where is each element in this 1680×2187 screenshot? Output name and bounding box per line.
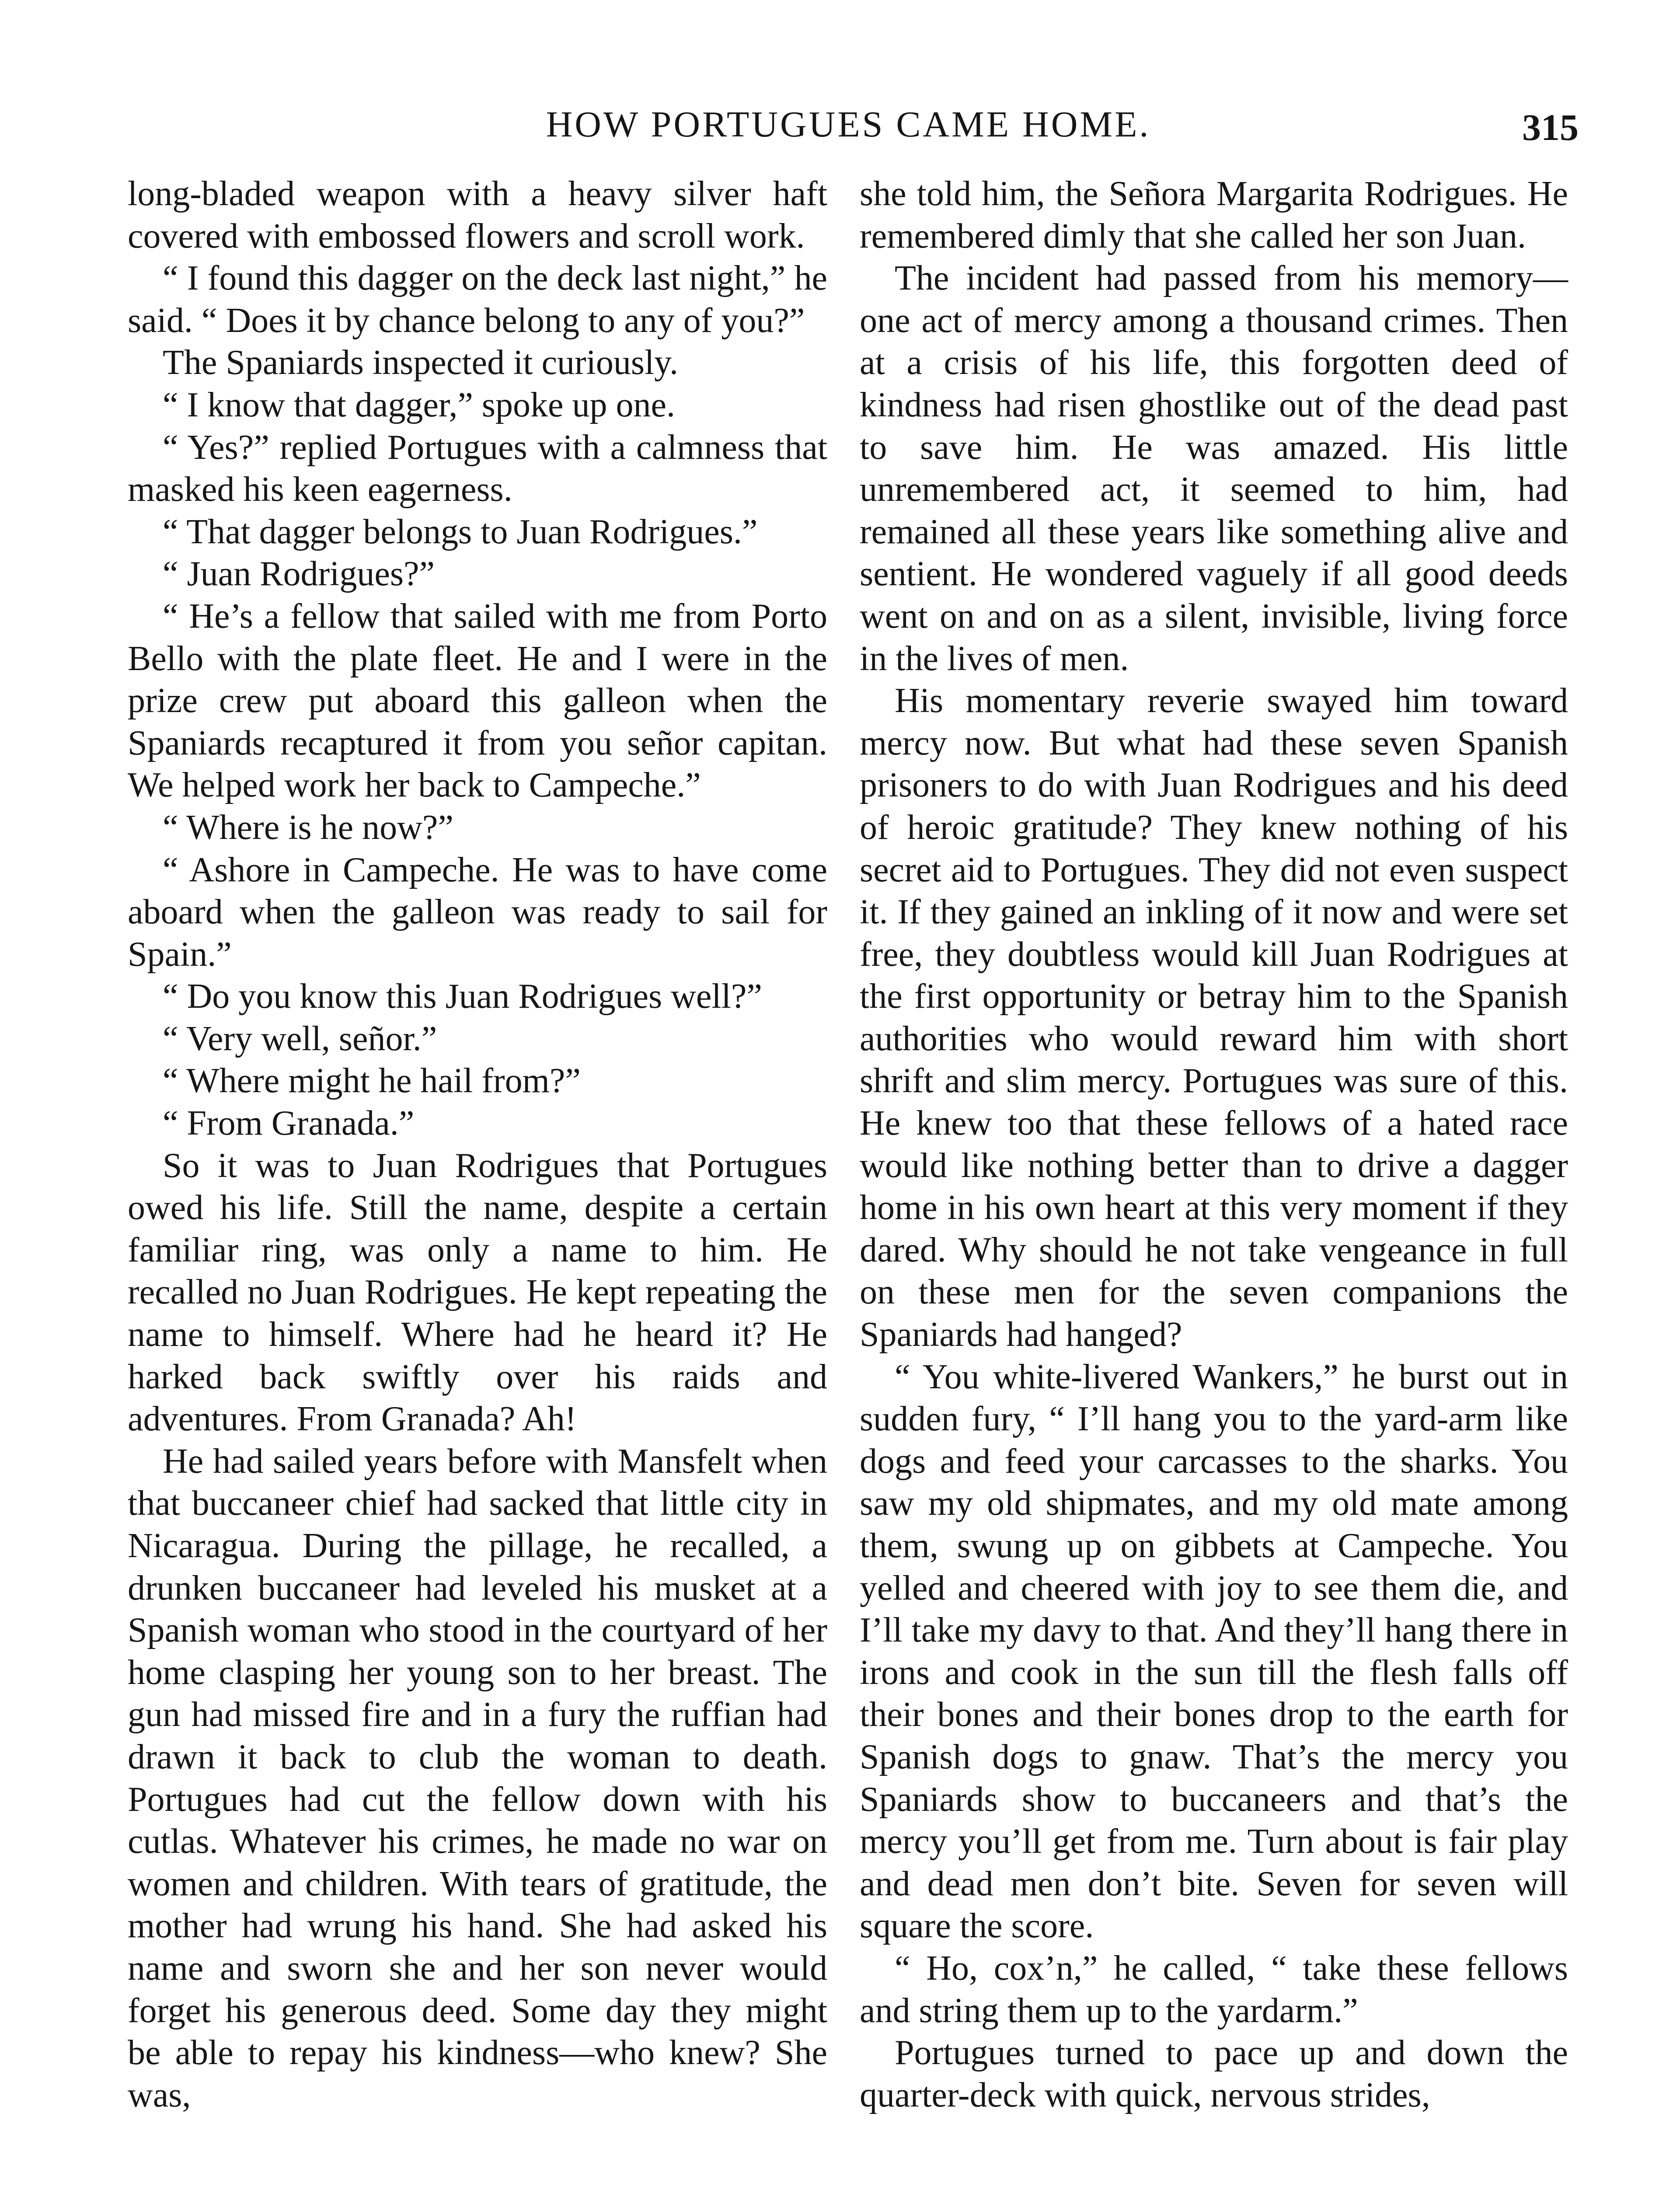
paragraph: “ Do you know this Juan Rodrigues well?”	[163, 977, 762, 1016]
paragraph: “ That dagger belongs to Juan Rodrigues.”	[163, 512, 758, 551]
paragraph: “ Very well, señor.”	[163, 1019, 437, 1058]
paragraph: “ Where is he now?”	[163, 808, 453, 847]
paragraph: The incident had passed from his memory—one act of mercy among a thousand crimes. Then at a crisis of his life, this forgotten deed of kindness had risen ghostlike out of the dead past to save him. He was amazed. His little unremembered act, it seemed to him, had remained all these years like something alive and sentient. He wondered vaguely if all good deeds went on and on as a silent, invisible, living force in the lives of men.	[860, 259, 1568, 678]
paragraph: He had sailed years before with Mansfelt when that buccaneer chief had sacked that little city in Nicaragua. During the pillage, he recalled, a drunken buccaneer had leveled his musket at a Spanish woman who stood in the courtyard of her home clasping her young son to her breast. The gun had missed fire and in a fury the ruffian had drawn it back to club the woman to death. Portugues had cut the fellow down with his cutlas. Whatever his crimes, he made no war on women and children. With tears of gratitude, the mother had wrung his hand. She had asked his name and sworn she and her son never would forget his generous deed. Some day they might be able to repay his kindness—who knew? She was,	[128, 1442, 827, 2114]
paragraph: Portugues turned to pace up and down the quarter-deck with quick, nervous strides,	[860, 2033, 1568, 2114]
paragraph: The Spaniards inspected it curiously.	[163, 343, 678, 382]
right-column	[860, 173, 1568, 2116]
paragraph: “ Ho, cox’n,” he called, “ take these fellows and string them up to the yardarm.”	[860, 1949, 1568, 2030]
page-number: 315	[1522, 106, 1579, 148]
paragraph: His momentary reverie swayed him toward mercy now. But what had these seven Spanish prisoners to do with Juan Rodrigues and his deed of heroic gratitude? They knew nothing of his secret aid to Portugues. They did not even suspect it. If they gained an inkling of it now and were set free, they doubtless would kill Juan Rodrigues at the first opportunity or betray him to the Spanish authorities who would reward him with short shrift and slim mercy. Portugues was sure of this. He knew too that these fellows of a hated race would like nothing better than to drive a dagger home in his own heart at this very moment if they dared. Why should he not take vengeance in full on these men for the seven companions the Spaniards had hanged?	[860, 681, 1568, 1354]
paragraph: “ Juan Rodrigues?”	[163, 555, 435, 594]
paragraph: she told him, the Señora Margarita Rodrigues. He remembered dimly that she called her son Juan.	[860, 175, 1568, 255]
paragraph: “ From Granada.”	[163, 1104, 415, 1143]
paragraph: “ I know that dagger,” spoke up one.	[163, 385, 675, 424]
running-title: HOW PORTUGUES CAME HOME.	[546, 104, 1151, 145]
paragraph: “ Yes?” replied Portugues with a calmness that masked his keen eagerness.	[128, 428, 827, 509]
left-column	[128, 173, 827, 2116]
running-head	[127, 101, 1579, 153]
paragraph: “ He’s a fellow that sailed with me from Porto Bello with the plate fleet. He and I were in the prize crew put aboard this galleon when the Spaniards recaptured it from you señor capitan. We helped work her back to Campeche.”	[128, 597, 827, 805]
paragraph: “ I found this dagger on the deck last night,” he said. “ Does it by chance belong to any of you?”	[128, 259, 827, 340]
paragraph: “ Ashore in Campeche. He was to have come aboard when the galleon was ready to sail for Spain.”	[128, 850, 827, 974]
paragraph: So it was to Juan Rodrigues that Portugues owed his life. Still the name, despite a certain familiar ring, was only a name to him. He recalled no Juan Rodrigues. He kept repeating the name to himself. Where had he heard it? He harked back swiftly over his raids and adventures. From Granada? Ah!	[128, 1146, 827, 1439]
paragraph: “ Where might he hail from?”	[163, 1062, 581, 1100]
paragraph: “ You white-livered Wankers,” he burst out in sudden fury, “ I’ll hang you to the yard-arm like dogs and feed your carcasses to the sharks. You saw my old shipmates, and my old mate among them, swung up on gibbets at Campeche. You yelled and cheered with joy to see them die, and I’ll take my davy to that. And they’ll hang there in irons and cook in the sun till the flesh falls off their bones and their bones drop to the earth for Spanish dogs to gnaw. That’s the mercy you Spaniards show to buccaneers and that’s the mercy you’ll get from me. Turn about is fair play and dead men don’t bite. Seven for seven will square the score.	[860, 1357, 1568, 1946]
paragraph: long-bladed weapon with a heavy silver haft covered with embossed flowers and scroll work.	[128, 175, 827, 255]
